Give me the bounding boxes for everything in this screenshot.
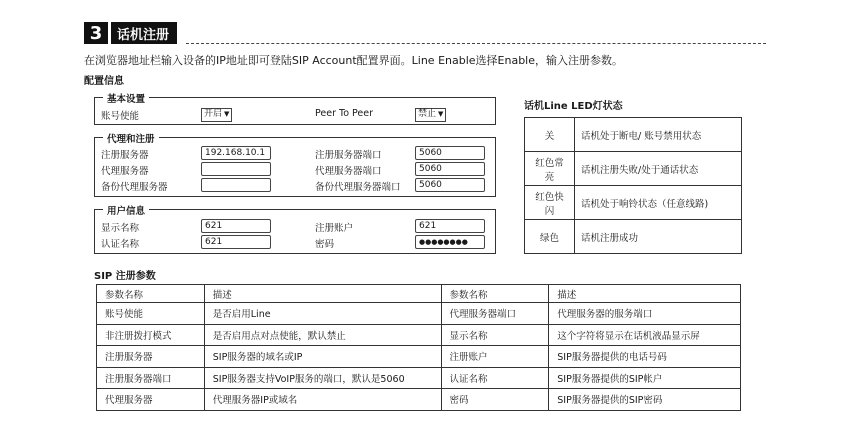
table-row <box>525 152 742 186</box>
auth-name-input[interactable]: 621 <box>201 235 271 249</box>
param-name: 显示名称 <box>441 324 549 346</box>
register-account-input[interactable]: 621 <box>415 219 485 233</box>
section-title: 话机注册 <box>111 22 177 44</box>
registrar-port-label: 注册服务器端口 <box>315 150 382 161</box>
registrar-label: 注册服务器 <box>101 150 149 161</box>
table-row <box>525 220 742 254</box>
table-row <box>97 346 741 368</box>
param-desc: SIP服务器提供的SIP密码 <box>549 389 741 411</box>
column-header: 参数名称 <box>97 285 205 303</box>
param-name: 代理服务器 <box>97 389 205 411</box>
dropdown-arrow-icon: ▼ <box>438 110 444 118</box>
account-enable-value: 开启 <box>204 109 223 119</box>
dropdown-arrow-icon: ▼ <box>224 110 230 118</box>
param-name: 代理服务器端口 <box>441 303 549 325</box>
backup-proxy-input[interactable] <box>201 178 271 192</box>
backup-proxy-label: 备份代理服务器 <box>101 182 168 193</box>
led-description: 话机注册成功 <box>575 220 742 254</box>
proxy-port-input[interactable]: 5060 <box>415 162 485 176</box>
registrar-port-input[interactable]: 5060 <box>415 146 485 160</box>
display-name-label: 显示名称 <box>101 223 140 234</box>
sip-params-table <box>96 284 741 411</box>
backup-proxy-port-label: 备份代理服务器端口 <box>315 182 401 193</box>
table-row <box>97 389 741 411</box>
proxy-row <box>101 162 489 177</box>
password-label: 密码 <box>315 239 335 250</box>
param-desc: SIP服务器的域名或IP <box>204 346 441 368</box>
proxy-server-label: 代理服务器 <box>101 166 149 177</box>
param-name: 注册服务器端口 <box>97 367 205 389</box>
column-header: 描述 <box>549 285 741 303</box>
table-row <box>97 367 741 389</box>
param-desc: SIP服务器提供的SIP帐户 <box>549 367 741 389</box>
user-row <box>101 235 489 250</box>
param-name: 账号使能 <box>97 303 205 325</box>
param-name: 注册账户 <box>441 346 549 368</box>
p2p-value: 禁止 <box>418 109 437 119</box>
column-header: 描述 <box>204 285 441 303</box>
param-name: 非注册拨打模式 <box>97 324 205 346</box>
display-name-input[interactable]: 621 <box>201 219 271 233</box>
backup-proxy-port-input[interactable]: 5060 <box>415 178 485 192</box>
led-state: 绿色 <box>525 220 575 254</box>
param-desc: 是否启用Line <box>204 303 441 325</box>
user-info-group <box>94 206 496 254</box>
led-state: 红色快闪 <box>525 186 575 220</box>
proxy-registration-title: 代理和注册 <box>103 131 159 145</box>
led-status-table <box>524 117 742 254</box>
proxy-row <box>101 146 489 161</box>
proxy-row <box>101 178 489 193</box>
proxy-server-input[interactable] <box>201 162 271 176</box>
param-name: 认证名称 <box>441 367 549 389</box>
led-description: 话机处于响铃状态（任意线路) <box>575 186 742 220</box>
user-row <box>101 219 489 234</box>
param-desc: 代理服务器IP或域名 <box>204 389 441 411</box>
param-desc: 是否启用点对点使能，默认禁止 <box>204 324 441 346</box>
password-input[interactable]: ●●●●●●●● <box>415 235 485 249</box>
param-desc: 代理服务器的服务端口 <box>549 303 741 325</box>
section-number: 3 <box>84 22 108 44</box>
account-enable-select[interactable] <box>201 107 232 121</box>
param-desc: SIP服务器提供的电话号码 <box>549 346 741 368</box>
user-info-title: 用户信息 <box>103 203 149 217</box>
table-row <box>525 186 742 220</box>
p2p-select[interactable] <box>415 107 446 121</box>
table-row <box>97 303 741 325</box>
led-description: 话机处于断电/ 账号禁用状态 <box>575 118 742 152</box>
led-description: 话机注册失败/处于通话状态 <box>575 152 742 186</box>
account-enable-row <box>101 107 489 122</box>
led-state: 关 <box>525 118 575 152</box>
account-enable-label: 账号使能 <box>101 111 140 122</box>
sip-params-title: SIP 注册参数 <box>94 271 156 282</box>
column-header: 参数名称 <box>441 285 549 303</box>
param-desc: SIP服务器支持VoIP服务的端口，默认是5060 <box>204 367 441 389</box>
param-name: 密码 <box>441 389 549 411</box>
led-state: 红色常亮 <box>525 152 575 186</box>
auth-name-label: 认证名称 <box>101 239 140 250</box>
intro-text: 在浏览器地址栏输入设备的IP地址即可登陆SIP Account配置界面。Line Enable选择Enable，输入注册参数。 <box>84 54 624 67</box>
config-heading: 配置信息 <box>84 76 124 87</box>
basic-settings-title: 基本设置 <box>103 91 149 105</box>
param-name: 注册服务器 <box>97 346 205 368</box>
table-header-row <box>97 285 741 303</box>
param-desc: 这个字符将显示在话机液晶显示屏 <box>549 324 741 346</box>
table-row <box>97 324 741 346</box>
proxy-port-label: 代理服务器端口 <box>315 166 382 177</box>
register-account-label: 注册账户 <box>315 223 354 234</box>
table-row <box>525 118 742 152</box>
p2p-label: Peer To Peer <box>315 108 374 119</box>
proxy-registration-group <box>94 134 496 197</box>
registrar-input[interactable]: 192.168.10.1 <box>201 146 271 160</box>
section-header <box>84 22 177 44</box>
led-status-title: 话机Line LED灯状态 <box>524 101 623 112</box>
section-divider <box>186 43 766 44</box>
basic-settings-group <box>94 94 496 125</box>
